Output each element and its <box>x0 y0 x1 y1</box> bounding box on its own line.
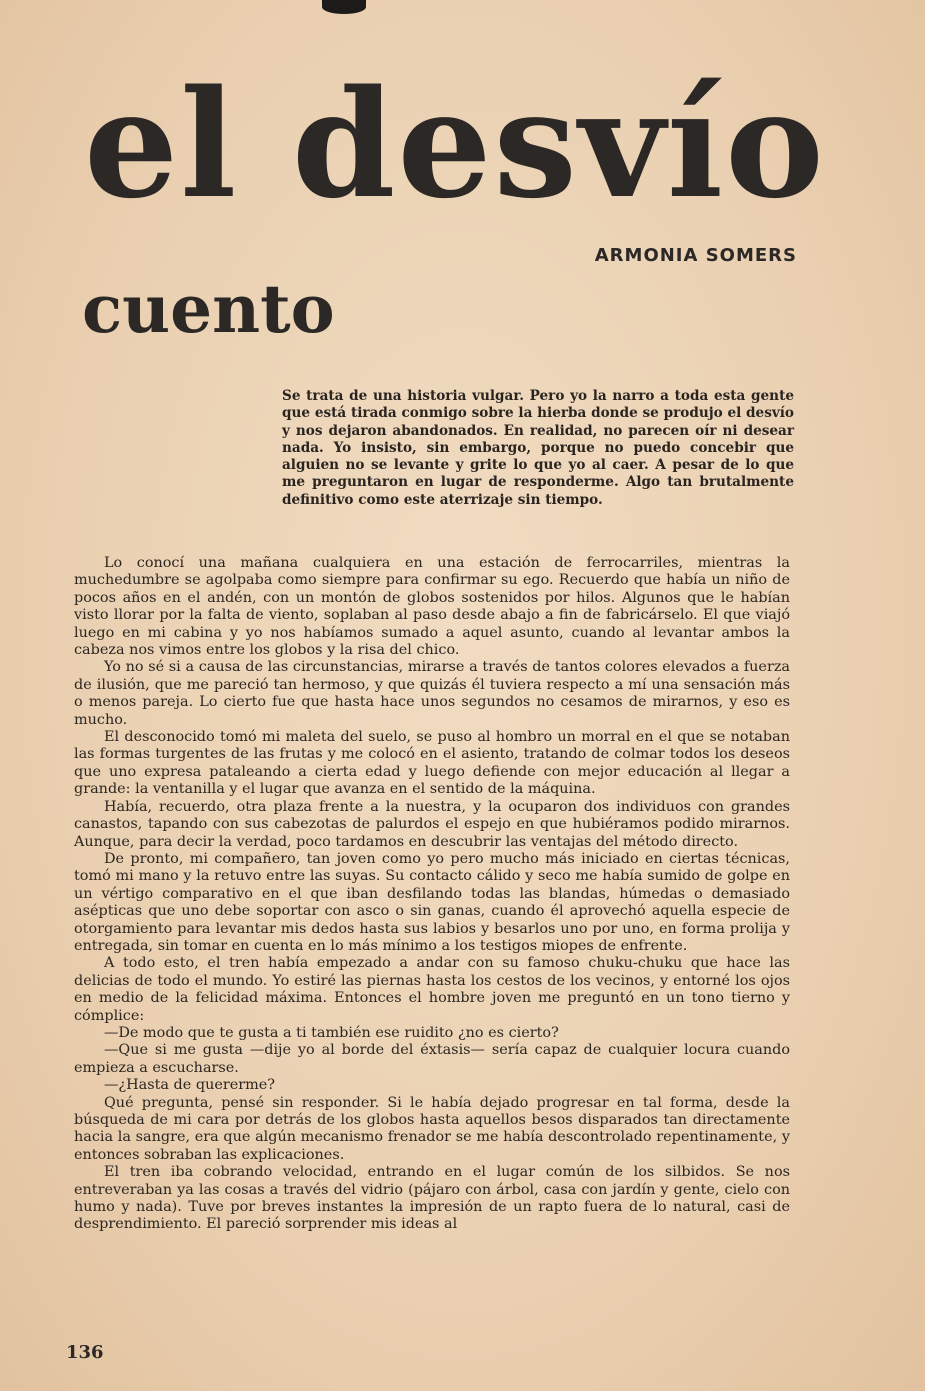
body-paragraph: A todo esto, el tren había empezado a andar con su famoso chuku-chuku que hace las delicias de todo el mundo. Yo estiré las piernas hasta los cestos de los vecinos, y entorné los ojos en medio de la felicidad máxima. Entonces el hombre joven me preguntó en un tono tierno y cómplice: <box>74 955 790 1024</box>
author-name: ARMONIA SOMERS <box>594 245 797 266</box>
story-body <box>74 555 790 1234</box>
intro-paragraph: Se trata de una historia vulgar. Pero yo la narro a toda esta gente que está tirada conmigo sobre la hierba donde se produjo el desvío y nos dejaron abandonados. En realidad, no parecen oír ni desear nada. Yo insisto, sin embargo, porque no puedo concebir que alguien no se levante y grite lo que yo al caer. A pesar de lo que me preguntaron en lugar de responderme. Algo tan brutalmente definitivo como este aterrizaje sin tiempo. <box>282 388 794 508</box>
genre-label: cuento <box>82 270 335 348</box>
body-paragraph: Qué pregunta, pensé sin responder. Si le había dejado progresar en tal forma, desde la búsqueda de mi cara por detrás de los globos hasta aquellos besos disparados tan directamente hacia la sangre, era que algún mecanismo frenador se me había descontrolado repentinamente, y entonces sobraban las explicaciones. <box>74 1094 790 1163</box>
story-title: el desvío <box>84 57 826 231</box>
dialogue-line: —Que si me gusta —dije yo al borde del éxtasis— sería capaz de cualquier locura cuando empieza a escucharse. <box>74 1042 790 1076</box>
dialogue-line: —¿Hasta de quererme? <box>104 1077 276 1094</box>
body-paragraph: Lo conocí una mañana cualquiera en una estación de ferrocarriles, mientras la muchedumbre se agolpaba como siempre para confirmar su ego. Recuerdo que había un niño de pocos años en el andén, con un montón de globos sostenidos por hilos. Algunos que le habían visto llorar por la falta de viento, soplaban al paso desde abajo a fin de fabricárselo. El que viajó luego en mi cabina y yo nos habíamos sumado a aquel asunto, cuando al levantar ambos la cabeza nos vimos entre los globos y la risa del chico. <box>74 555 790 659</box>
body-paragraph: De pronto, mi compañero, tan joven como yo pero mucho más iniciado en ciertas técnicas, tomó mi mano y la retuvo entre las suyas. Su contacto cálido y seco me había sumido de golpe en un vértigo comparativo en el que iban desfilando todas las blandas, húmedas o demasiado asépticas que uno debe soportar con asco o sin ganas, cuando él aprovechó aquella especie de otorgamiento para levantar mis dedos hasta sus labios y besarlos uno por uno, en forma prolija y entregada, sin tomar en cuenta en lo más mínimo a los testigos miopes de enfrente. <box>74 850 790 954</box>
body-paragraph: El tren iba cobrando velocidad, entrando en el lugar común de los silbidos. Se nos entreveraban ya las cosas a través del vidrio (pájaro con árbol, casa con jardín y gente, cielo con humo y nada). Tuve por breves instantes la impresión de un rapto fuera de lo natural, casi de desprendimiento. El pareció sorprender mis ideas al <box>74 1164 790 1233</box>
ink-blot <box>322 0 366 14</box>
page-number: 136 <box>66 1342 104 1363</box>
body-paragraph: Había, recuerdo, otra plaza frente a la nuestra, y la ocuparon dos individuos con grandes canastos, tapando con sus cabezotas de palurdos el espejo en que hubiéramos podido mirarnos. Aunque, para decir la verdad, poco tardamos en descubrir las ventajas del método directo. <box>74 798 790 850</box>
dialogue-line: —De modo que te gusta a ti también ese ruidito ¿no es cierto? <box>104 1024 559 1041</box>
body-paragraph: Yo no sé si a causa de las circunstancias, mirarse a través de tantos colores elevados a fuerza de ilusión, que me pareció tan hermoso, y que quizás él tuviera respecto a mí una sensación más o menos pareja. Lo cierto fue que hasta hace unos segundos no cesamos de mirarnos, y eso es mucho. <box>74 659 790 728</box>
body-paragraph: El desconocido tomó mi maleta del suelo, se puso al hombro un morral en el que se notaban las formas turgentes de las frutas y me colocó en el asiento, tratando de colmar todos los deseos que uno expresa pataleando a cierta edad y luego defiende con mejor educación al llegar a grande: la ventanilla y el lugar que avanza en el sentido de la máquina. <box>74 729 790 798</box>
